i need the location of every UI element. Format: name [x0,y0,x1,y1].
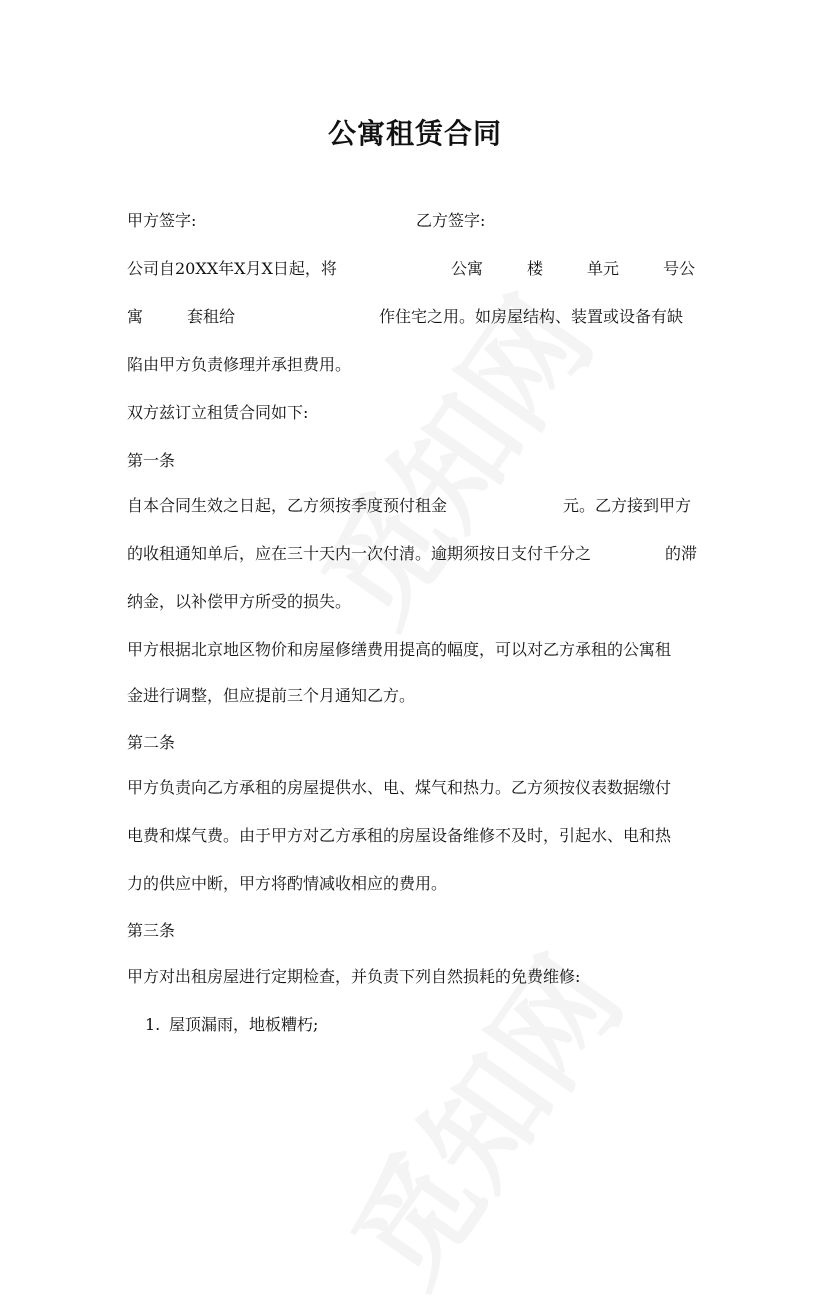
list-item-text: 屋顶漏雨，地板糟朽; [169,1015,319,1034]
art3-l1: 甲方对出租房屋进行定期检查，并负责下列自然损耗的免费维修: [127,967,581,986]
p2: 双方兹订立租赁合同如下: [127,403,309,422]
article-2-heading: 第二条 [127,733,176,752]
article-1-heading: 第一条 [127,451,176,470]
article-3-heading: 第三条 [127,921,176,940]
sign-b-label: 乙方签字: [416,211,486,230]
art1-l2-a: 的收租通知单后，应在三十天内一次付清。逾期须按日支付千分之 [127,544,592,563]
p1-l1-b: 公寓 [451,259,484,278]
p1-l1-e: 号公 [663,259,696,278]
p1-l1-a: 公司自20XX年X月X日起，将 [127,259,337,278]
list-item-number: 1. [145,1015,161,1034]
p1-l1-c: 楼 [527,259,544,278]
art1-p2-l2: 金进行调整，但应提前三个月通知乙方。 [127,686,416,705]
p1-l2-b: 套租给 [187,307,236,326]
art1-l1-b: 元。乙方接到甲方 [563,496,692,515]
art2-l2: 电费和煤气费。由于甲方对乙方承租的房屋设备维修不及时，引起水、电和热 [127,826,672,845]
art2-l3: 力的供应中断，甲方将酌情减收相应的费用。 [127,874,448,893]
art2-l1: 甲方负责向乙方承租的房屋提供水、电、煤气和热力。乙方须按仪表数据缴付 [127,778,672,797]
art1-l1-a: 自本合同生效之日起，乙方须按季度预付租金 [127,496,448,515]
art1-l2-b: 的滞 [665,544,698,563]
p1-l2-c: 作住宅之用。如房屋结构、装置或设备有缺 [379,307,684,326]
art1-p2-l1: 甲方根据北京地区物价和房屋修缮费用提高的幅度，可以对乙方承租的公寓租 [127,640,672,659]
page-title: 公寓租赁合同 [327,117,502,150]
p1-l2-a: 寓 [127,307,144,326]
sign-a-label: 甲方签字: [127,211,197,230]
p1-l1-d: 单元 [587,259,620,278]
p1-l3: 陷由甲方负责修理并承担费用。 [127,355,352,374]
art1-l3: 纳金，以补偿甲方所受的损失。 [127,592,352,611]
